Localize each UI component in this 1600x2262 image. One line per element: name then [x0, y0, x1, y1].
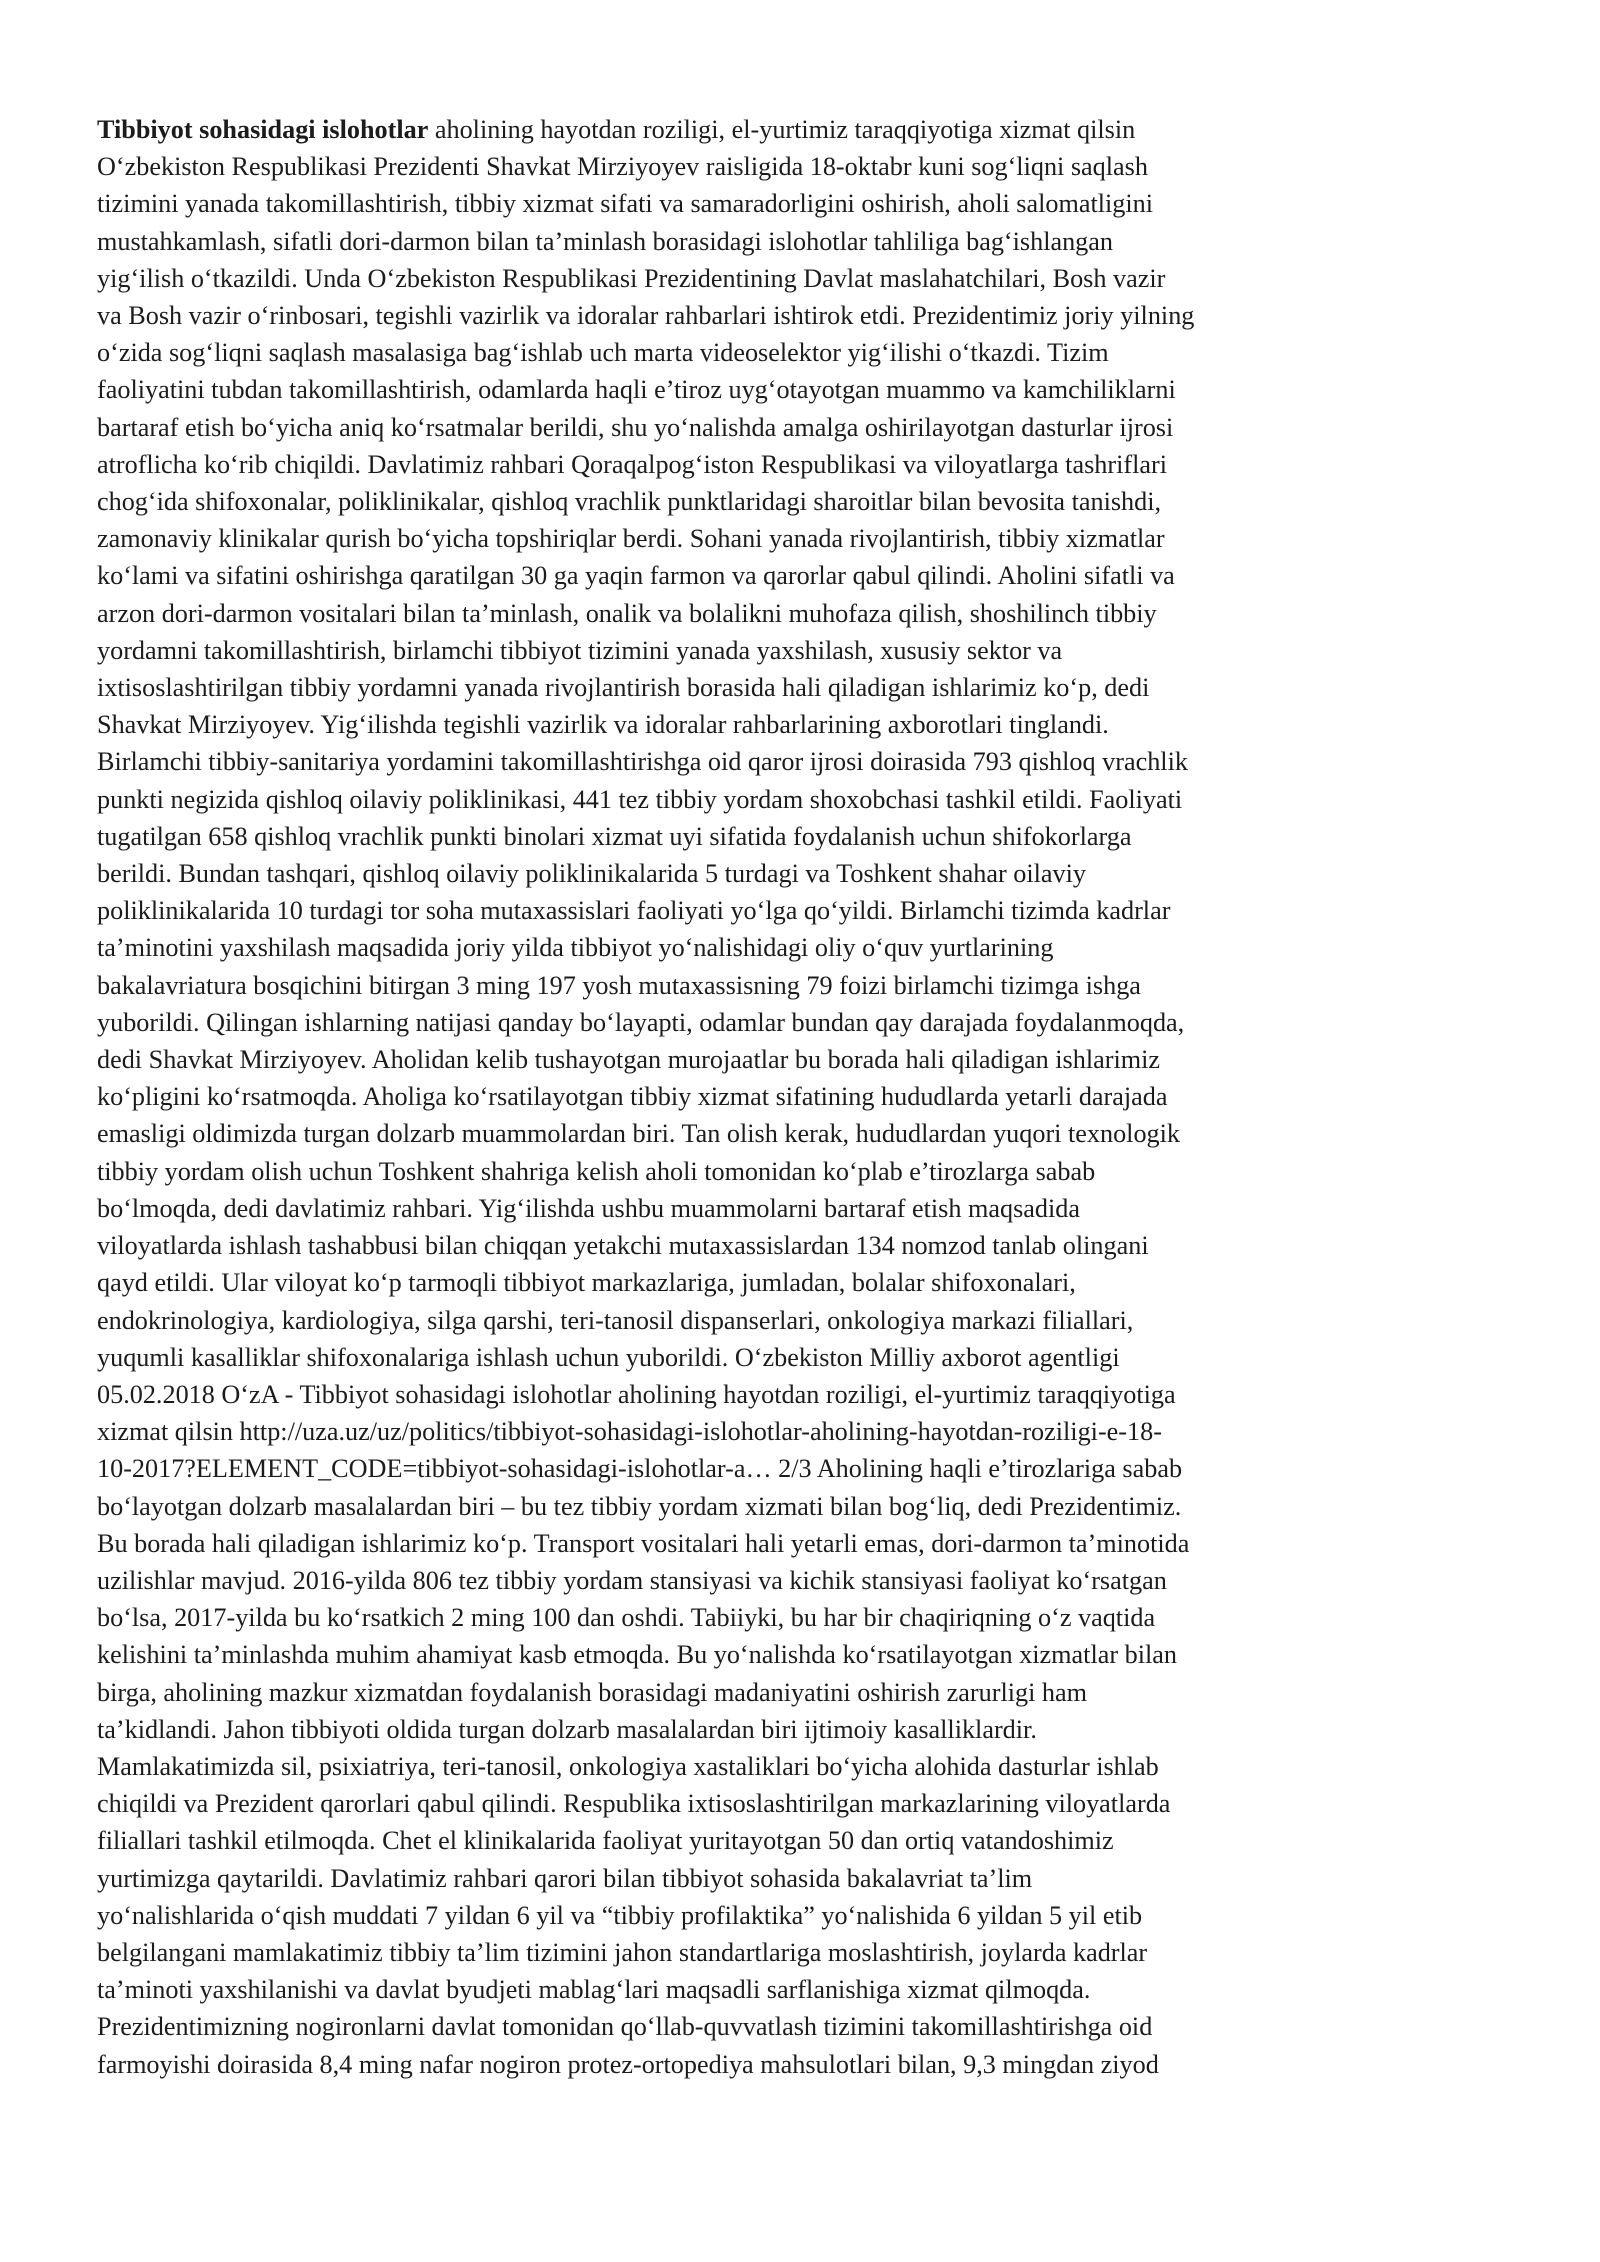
- text-line: chiqildi va Prezident qarorlari qabul qilindi. Respublika ixtisoslashtirilgan markazlarining viloyatlarda: [97, 1789, 1171, 1819]
- text-line: Shavkat Mirziyoyev. Yig‘ilishda tegishli vazirlik va idoralar rahbarlarining axborotlari tinglandi.: [97, 710, 1109, 740]
- text-line: [97, 111, 1507, 148]
- article-heading: Tibbiyot sohasidagi islohotlar: [97, 115, 429, 144]
- text-line: viloyatlarda ishlash tashabbusi bilan chiqqan yetakchi mutaxassislardan 134 nomzod tanlab olingani: [97, 1231, 1149, 1261]
- text-line: chog‘ida shifoxonalar, poliklinikalar, qishloq vrachlik punktlaridagi sharoitlar bilan bevosita tanishdi,: [97, 487, 1162, 517]
- text-line: Mamlakatimizda sil, psixiatriya, teri-tanosil, onkologiya xastaliklari bo‘yicha alohida dasturlar ishlab: [97, 1751, 1159, 1781]
- text-line: tugatilgan 658 qishloq vrachlik punkti binolari xizmat uyi sifatida foydalanish uchun shifokorlarga: [97, 821, 1132, 851]
- text-line: 05.02.2018 O‘zA - Tibbiyot sohasidagi islohotlar aholining hayotdan roziligi, el-yurtimiz taraqqiyotiga: [97, 1379, 1176, 1409]
- text-line: yurtimizga qaytarildi. Davlatimiz rahbari qarori bilan tibbiyot sohasida bakalavriat ta’lim: [97, 1863, 1033, 1893]
- text-line: tibbiy yordam olish uchun Toshkent shahriga kelish aholi tomonidan ko‘plab e’tirozlarga sabab: [97, 1156, 1096, 1186]
- text-line: O‘zbekiston Respublikasi Prezidenti Shavkat Mirziyoyev raisligida 18-oktabr kuni sog‘liqni saqlash: [97, 152, 1148, 182]
- text-line: zamonaviy klinikalar qurish bo‘yicha topshiriqlar berdi. Sohani yanada rivojlantirish, tibbiy xizmatlar: [97, 524, 1165, 554]
- text-line: o‘zida sog‘liqni saqlash masalasiga bag‘ishlab uch marta videoselektor yig‘ilishi o‘tkazdi. Tizim: [97, 338, 1109, 368]
- text-line: kelishini ta’minlashda muhim ahamiyat kasb etmoqda. Bu yo‘nalishda ko‘rsatilayotgan xizmatlar bilan: [97, 1640, 1177, 1670]
- text-line-run: aholining hayotdan roziligi, el-yurtimiz taraqqiyotiga xizmat qilsin: [428, 115, 1136, 144]
- text-line: ixtisoslashtirilgan tibbiy yordamni yanada rivojlantirish borasida hali qiladigan ishlarimiz ko‘p, dedi: [97, 673, 1150, 703]
- text-line: xizmat qilsin http://uza.uz/uz/politics/tibbiyot-sohasidagi-islohotlar-aholining-hayotdan-roziligi-e-18-: [97, 1417, 1162, 1447]
- text-line: birga, aholining mazkur xizmatdan foydalanish borasidagi madaniyatini oshirish zarurligi ham: [97, 1677, 1088, 1707]
- text-line: faoliyatini tubdan takomillashtirish, odamlarda haqli e’tiroz uyg‘otayotgan muammo va kamchiliklarni: [97, 375, 1176, 405]
- text-line: bo‘lmoqda, dedi davlatimiz rahbari. Yig‘ilishda ushbu muammolarni bartaraf etish maqsadida: [97, 1193, 1080, 1223]
- text-line: dedi Shavkat Mirziyoyev. Aholidan kelib tushayotgan murojaatlar bu borada hali qiladigan ishlarimiz: [97, 1045, 1160, 1075]
- text-line: uzilishlar mavjud. 2016-yilda 806 tez tibbiy yordam stansiyasi va kichik stansiyasi faoliyat ko‘rsatgan: [97, 1565, 1167, 1595]
- text-line: Prezidentimizning nogironlarni davlat tomonidan qo‘llab-quvvatlash tizimini takomillashtirishga oid: [97, 2012, 1153, 2042]
- text-line: arzon dori-darmon vositalari bilan ta’minlash, onalik va bolalikni muhofaza qilish, shoshilinch tibbiy: [97, 598, 1157, 628]
- text-line: yig‘ilish o‘tkazildi. Unda O‘zbekiston Respublikasi Prezidentining Davlat maslahatchilari, Bosh vazir: [97, 263, 1166, 293]
- text-line: bakalavriatura bosqichini bitirgan 3 ming 197 yosh mutaxassisning 79 foizi birlamchi tizimga ishga: [97, 970, 1141, 1000]
- text-line: ko‘lami va sifatini oshirishga qaratilgan 30 ga yaqin farmon va qarorlar qabul qilindi. Aholini sifatli va: [97, 561, 1175, 591]
- text-line: berildi. Bundan tashqari, qishloq oilaviy poliklinikalarida 5 turdagi va Toshkent shahar oilaviy: [97, 859, 1086, 889]
- text-line: bo‘layotgan dolzarb masalalardan biri – bu tez tibbiy yordam xizmati bilan bog‘liq, dedi Prezidentimiz.: [97, 1491, 1182, 1521]
- text-line: filiallari tashkil etilmoqda. Chet el klinikalarida faoliyat yuritayotgan 50 dan ortiq vatandoshimiz: [97, 1826, 1114, 1856]
- text-line: mustahkamlash, sifatli dori-darmon bilan ta’minlash borasidagi islohotlar tahliliga bag‘ishlangan: [97, 226, 1113, 256]
- text-line: poliklinikalarida 10 turdagi tor soha mutaxassislari faoliyati yo‘lga qo‘yildi. Birlamchi tizimda kadrlar: [97, 896, 1171, 926]
- text-line: punkti negizida qishloq oilaviy poliklinikasi, 441 tez tibbiy yordam shoxobchasi tashkil etildi. Faoliyati: [97, 784, 1183, 814]
- text-line: ta’kidlandi. Jahon tibbiyoti oldida turgan dolzarb masalalardan biri ijtimoiy kasalliklardir.: [97, 1714, 1037, 1744]
- text-line: ko‘pligini ko‘rsatmoqda. Aholiga ko‘rsatilayotgan tibbiy xizmat sifatining hududlarda yetarli darajada: [97, 1082, 1168, 1112]
- text-line: emasligi oldimizda turgan dolzarb muammolardan biri. Tan olish kerak, hududlardan yuqori texnologik: [97, 1119, 1181, 1149]
- text-line: belgilangani mamlakatimiz tibbiy ta’lim tizimini jahon standartlariga moslashtirish, joylarda kadrlar: [97, 1937, 1148, 1967]
- text-line: bartaraf etish bo‘yicha aniq ko‘rsatmalar berildi, shu yo‘nalishda amalga oshirilayotgan dasturlar ijrosi: [97, 412, 1174, 442]
- text-line: va Bosh vazir o‘rinbosari, tegishli vazirlik va idoralar rahbarlari ishtirok etdi. Prezidentimiz joriy yilning: [97, 301, 1195, 331]
- text-line: farmoyishi doirasida 8,4 ming nafar nogiron protez-ortopediya mahsulotlari bilan, 9,3 mingdan ziyod: [97, 2049, 1159, 2079]
- text-line: ta’minoti yaxshilanishi va davlat byudjeti mablag‘lari maqsadli sarflanishiga xizmat qilmoqda.: [97, 1975, 1091, 2005]
- text-line: atroflicha ko‘rib chiqildi. Davlatimiz rahbari Qoraqalpog‘iston Respublikasi va viloyatlarga tashriflari: [97, 449, 1167, 479]
- text-line: ta’minotini yaxshilash maqsadida joriy yilda tibbiyot yo‘nalishidagi oliy o‘quv yurtlarining: [97, 933, 1054, 963]
- text-line: endokrinologiya, kardiologiya, silga qarshi, teri-tanosil dispanserlari, onkologiya markazi filiallari,: [97, 1305, 1134, 1335]
- body-text: [97, 111, 1507, 2083]
- text-line: yuborildi. Qilingan ishlarning natijasi qanday bo‘layapti, odamlar bundan qay darajada foydalanmoqda,: [97, 1007, 1185, 1037]
- text-line: yuqumli kasalliklar shifoxonalariga ishlash uchun yuborildi. O‘zbekiston Milliy axborot agentligi: [97, 1342, 1120, 1372]
- text-line: Birlamchi tibbiy-sanitariya yordamini takomillashtirishga oid qaror ijrosi doirasida 793 qishloq vrachlik: [97, 747, 1188, 777]
- text-line: bo‘lsa, 2017-yilda bu ko‘rsatkich 2 ming 100 dan oshdi. Tabiiyki, bu har bir chaqiriqning o‘z vaqtida: [97, 1603, 1156, 1633]
- text-line: yordamni takomillashtirish, birlamchi tibbiyot tizimini yanada yaxshilash, xususiy sektor va: [97, 635, 1063, 665]
- text-line: yo‘nalishlarida o‘qish muddati 7 yildan 6 yil va “tibbiy profilaktika” yo‘nalishida 6 yildan 5 yil etib: [97, 1900, 1143, 1930]
- text-line: qayd etildi. Ular viloyat ko‘p tarmoqli tibbiyot markazlariga, jumladan, bolalar shifoxonalari,: [97, 1268, 1076, 1298]
- text-line: 10-2017?ELEMENT_CODE=tibbiyot-sohasidagi-islohotlar-a… 2/3 Aholining haqli e’tirozlariga sabab: [97, 1454, 1183, 1484]
- text-line: Bu borada hali qiladigan ishlarimiz ko‘p. Transport vositalari hali yetarli emas, dori-darmon ta’minotida: [97, 1528, 1190, 1558]
- text-line: tizimini yanada takomillashtirish, tibbiy xizmat sifati va samaradorligini oshirish, aholi salomatligini: [97, 189, 1154, 219]
